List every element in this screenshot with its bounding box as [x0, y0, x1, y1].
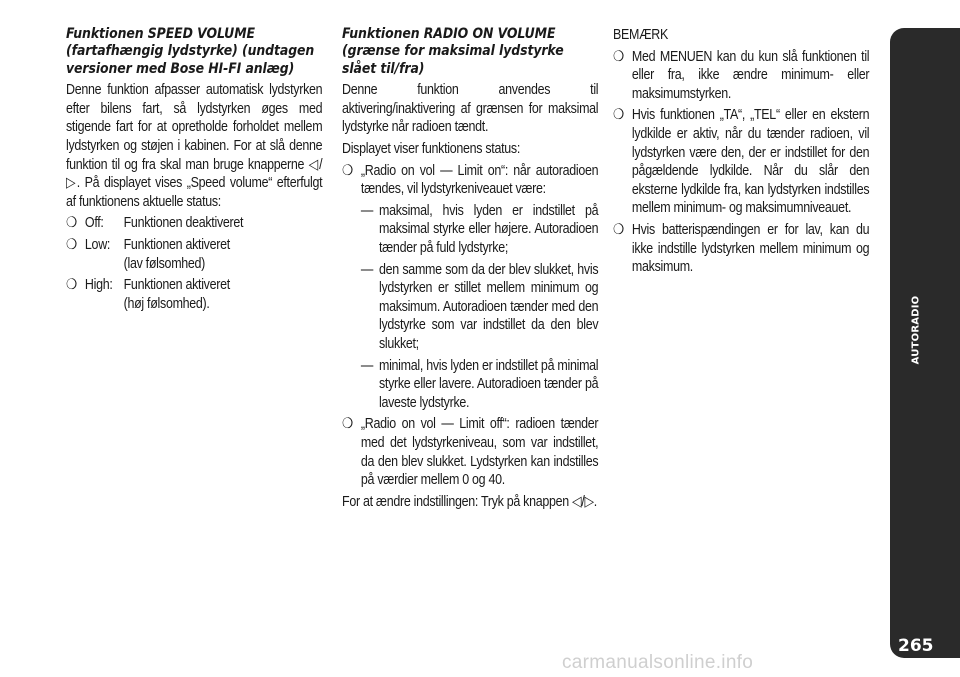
status-key: Low: — [84, 236, 111, 253]
note-text: Med MENUEN kan du kun slå funktionen til eller fra, ikke ændre minimum- eller maksimumstyrken. — [631, 48, 870, 102]
note-list — [613, 48, 869, 277]
note-text: Hvis funktionen „TA“, „TEL“ eller en ekstern lydkilde er aktiv, når du tænder radioen, vil lydstyrken være den, der er indstillet for den pågældende lydkilde. Når du slår den eksterne lydkilde fra, kan lydstyrken indstilles mellem minimum- og maksimumniveauet. — [631, 107, 870, 217]
chapter-label: AUTORADIO — [910, 295, 922, 365]
status-line: Funktionen deaktiveret — [123, 215, 244, 232]
list-item — [342, 415, 598, 489]
chapter-tab — [890, 28, 960, 658]
paragraph-intro: Denne funktion anvendes til aktivering/inaktivering af grænsen for maksimal lydstyrke når radioen tændt. — [342, 82, 599, 136]
status-key: Off: — [84, 215, 104, 232]
list-item — [342, 162, 598, 199]
page-number: 265 — [898, 636, 934, 656]
dash-icon: — — [360, 202, 374, 219]
status-item — [66, 276, 322, 313]
status-value — [124, 236, 323, 273]
watermark: carmanualsonline.info — [562, 652, 754, 673]
status-line: (høj følsomhed). — [123, 295, 210, 312]
note-item — [613, 106, 869, 218]
paragraph-speed-volume: Denne funktion afpasser automatisk lydstyrken efter bilens fart, så lydstyrken øges med stigende fart for at opretholde forholdet mellem lydstyrken og støjen i kabinen. For at slå denne funktion til og fra skal man bruge knapperne ◁/▷. På displayet vises „Speed volume“ efterfulgt af funktionens aktuelle status: — [66, 82, 323, 210]
status-line: Funktionen aktiveret — [123, 236, 230, 253]
column-radio-on-volume — [342, 26, 598, 514]
status-key: High: — [84, 277, 113, 294]
bullet-icon: ❍ — [66, 236, 77, 253]
dash-item — [342, 357, 598, 413]
bullet-icon: ❍ — [342, 162, 353, 179]
dash-text: minimal, hvis lyden er indstillet på minimal styrke eller lavere. Autoradioen tænder på laveste lydstyrke. — [378, 357, 599, 411]
bullet-text: „Radio on vol — Limit off“: radioen tænder med det lydstyrkeniveau, som var indstillet, da den blev slukket. Lydstyrken kan indstilles på værdier mellem 0 og 40. — [360, 416, 599, 489]
bullet-text: „Radio on vol — Limit on“: når autoradioen tændes, vil lydstyrkeniveauet være: — [360, 162, 599, 198]
status-list — [66, 214, 322, 313]
column-note — [613, 26, 869, 280]
status-line: (lav følsomhed) — [123, 255, 206, 272]
dash-item — [342, 261, 598, 354]
dash-text: maksimal, hvis lyden er indstillet på maksimal styrke eller højere. Autoradioen tænder på fuld lydstyrke; — [378, 202, 599, 256]
bullet-icon: ❍ — [342, 416, 353, 433]
bullet-icon: ❍ — [613, 107, 624, 124]
heading-speed-volume: Funktionen SPEED VOLUME (fartafhængig lydstyrke) (undtagen versioner med Bose HI-FI anlæg) — [66, 26, 315, 77]
bullet-icon: ❍ — [613, 221, 624, 238]
status-line: Funktionen aktiveret — [123, 277, 230, 294]
note-text: Hvis batterispændingen er for lav, kan du ikke indstille lydstyrken mellem minimum og maksimum. — [631, 221, 870, 276]
paragraph-display-status: Displayet viser funktionens status: — [342, 141, 520, 157]
note-item — [613, 48, 869, 104]
status-value — [124, 214, 323, 233]
note-title: BEMÆRK — [613, 27, 669, 43]
column-speed-volume — [66, 26, 322, 316]
note-item — [613, 221, 869, 277]
paragraph-change-setting: For at ændre indstillingen: Tryk på knappen ◁/▷. — [342, 493, 597, 510]
heading-radio-on-volume: Funktionen RADIO ON VOLUME (grænse for maksimal lydstyrke slået til/fra) — [342, 26, 564, 77]
status-item — [66, 236, 322, 273]
dash-item — [342, 202, 598, 258]
dash-text: den samme som da der blev slukket, hvis lydstyrken er stillet mellem minimum og maksimum. Autoradioen tænder med den lydstyrke som var indstillet da den blev slukket; — [378, 261, 599, 352]
status-item — [66, 214, 322, 233]
bullet-icon: ❍ — [66, 215, 77, 232]
bullet-icon: ❍ — [66, 277, 77, 294]
bullet-icon: ❍ — [613, 48, 624, 65]
dash-icon: — — [360, 261, 374, 278]
status-value — [124, 276, 323, 313]
dash-icon: — — [360, 357, 374, 374]
